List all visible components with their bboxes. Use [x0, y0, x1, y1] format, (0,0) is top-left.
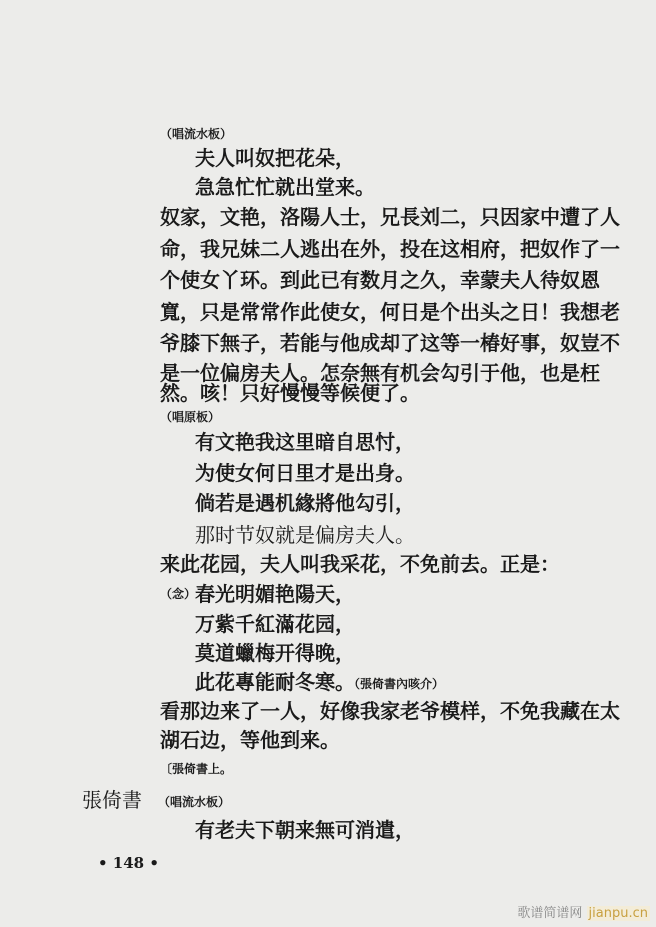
- verse-line: 有文艳我这里暗自思忖，: [195, 430, 415, 454]
- watermark-text: 歌谱简谱网: [517, 906, 583, 921]
- stage-direction: （唱流水板）: [158, 795, 231, 809]
- verse-line: 那时节奴就是偏房夫人。: [195, 523, 415, 547]
- prose-line: 个使女丫环。到此已有数月之久，幸蒙夫人待奴恩: [160, 268, 600, 292]
- speaker-name: 張倚書: [82, 788, 142, 812]
- verse-line: 春光明媚艳陽天，: [195, 582, 355, 606]
- prose-line: 寬，只是常常作此使女，何日是个出头之日！我想老: [160, 300, 620, 324]
- stage-direction: （念）: [160, 587, 197, 601]
- prose-line: 湖石边，等他到来。: [160, 728, 340, 752]
- prose-line: 爷膝下無子，若能与他成却了这等一椿好事，奴豈不: [160, 331, 620, 355]
- verse-line: 万紫千紅滿花园，: [195, 612, 355, 636]
- verse-line: 倘若是遇机緣將他勾引，: [195, 491, 415, 515]
- prose-line: 是一位偏房夫人。怎奈無有机会勾引于他，也是枉: [160, 361, 600, 385]
- verse-line: 夫人叫奴把花朵，: [195, 146, 355, 170]
- verse-line: 有老夫下朝来無可消遣，: [195, 818, 415, 842]
- page-number: • 148 •: [98, 854, 159, 872]
- watermark-domain: jianpu.cn: [588, 906, 648, 921]
- verse-line: 此花專能耐冬寒。: [195, 670, 355, 694]
- stage-direction: （張倚書內咳介）: [348, 677, 445, 691]
- watermark: [517, 902, 650, 921]
- stage-direction: 〔張倚書上。: [160, 762, 233, 776]
- prose-line: 然。咳！只好慢慢等候便了。: [160, 381, 420, 405]
- stage-direction: （唱流水板）: [160, 127, 233, 141]
- verse-line: 急急忙忙就出堂来。: [195, 175, 375, 199]
- verse-line: 为使女何日里才是出身。: [195, 461, 415, 485]
- stage-direction: （唱原板）: [160, 410, 221, 424]
- prose-line: 看那边来了一人，好像我家老爷模样，不免我藏在太: [160, 699, 620, 723]
- verse-line: 莫道蠟梅开得晚，: [195, 641, 355, 665]
- prose-line: 命，我兄妹二人逃出在外，投在这相府，把奴作了一: [160, 237, 620, 261]
- prose-line: 来此花园，夫人叫我采花，不免前去。正是：: [160, 552, 560, 576]
- prose-line: 奴家，文艳，洛陽人士，兄長刘二，只因家中遭了人: [160, 205, 620, 229]
